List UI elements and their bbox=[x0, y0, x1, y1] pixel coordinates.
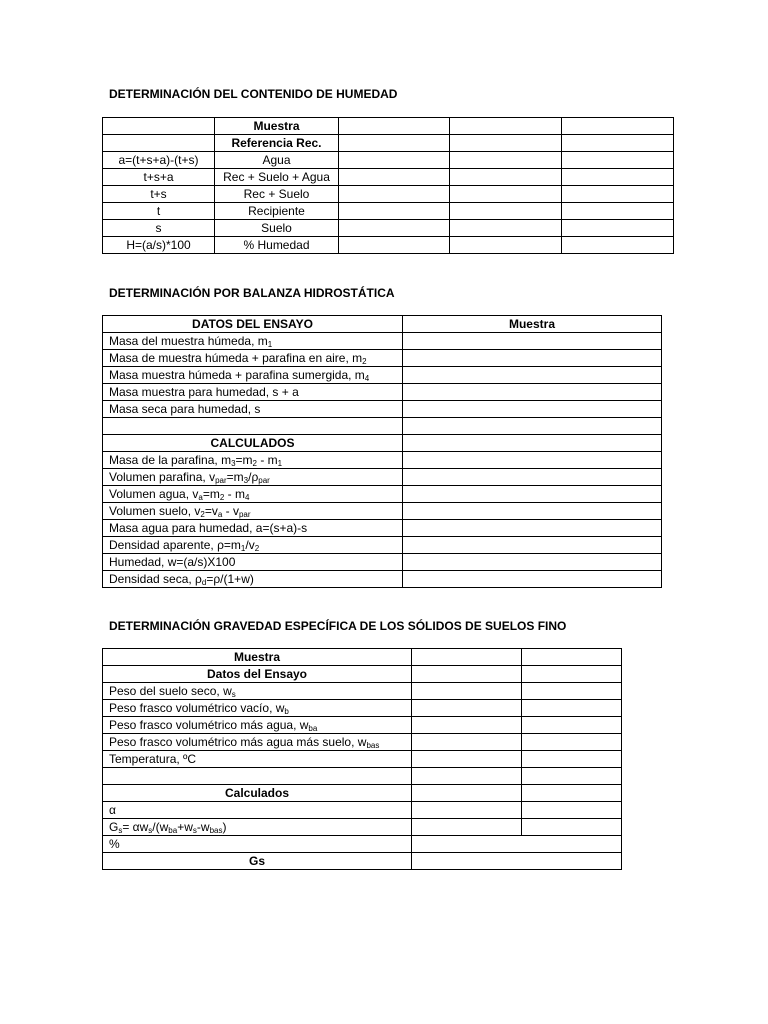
label-cell: Gs bbox=[103, 853, 412, 870]
text-part: -w bbox=[196, 820, 210, 834]
label-cell bbox=[103, 734, 412, 751]
subscript: 2 bbox=[219, 493, 225, 502]
sample-value-cell bbox=[450, 169, 562, 186]
text-part: Peso frasco volumétrico más agua más suelo, w bbox=[109, 735, 367, 749]
calc-label-cell bbox=[103, 503, 403, 520]
sample-value-cell bbox=[412, 802, 522, 819]
merged-value-cell bbox=[412, 853, 622, 870]
text-part: Masa del muestra húmeda, m bbox=[109, 334, 268, 348]
sample-value-cell bbox=[403, 503, 662, 520]
table-row bbox=[103, 751, 622, 768]
text-part: Volumen parafina, v bbox=[109, 470, 216, 484]
text-part: Temperatura, ºC bbox=[109, 752, 197, 766]
sample-value-cell bbox=[412, 683, 522, 700]
sample-value-cell bbox=[412, 751, 522, 768]
table-row bbox=[103, 203, 674, 220]
sample-value-cell bbox=[339, 118, 450, 135]
sample-value-cell bbox=[522, 666, 622, 683]
text-part: Volumen agua, v bbox=[109, 487, 199, 501]
formula-cell bbox=[103, 135, 215, 152]
empty-cell bbox=[103, 418, 403, 435]
text-part: =m bbox=[202, 487, 220, 501]
label-cell bbox=[103, 717, 412, 734]
subscript: par bbox=[238, 510, 251, 519]
sample-value-cell bbox=[522, 768, 622, 785]
sample-value-cell bbox=[339, 169, 450, 186]
table-row bbox=[103, 237, 674, 254]
text-part: +w bbox=[177, 820, 193, 834]
text-part: Masa muestra húmeda + parafina sumergida, m bbox=[109, 368, 365, 382]
sample-value-cell bbox=[450, 135, 562, 152]
subscript: 1 bbox=[277, 459, 283, 468]
subscript: s bbox=[118, 826, 123, 835]
label-cell: Rec + Suelo + Agua bbox=[215, 169, 339, 186]
sample-value-cell bbox=[339, 203, 450, 220]
sample-value-cell bbox=[450, 220, 562, 237]
sample-value-cell bbox=[403, 367, 662, 384]
section-title-balanza: DETERMINACIÓN POR BALANZA HIDROSTÁTICA bbox=[109, 286, 395, 300]
label-cell bbox=[103, 751, 412, 768]
table-row bbox=[103, 169, 674, 186]
subscript: 4 bbox=[364, 374, 370, 383]
formula-cell bbox=[103, 118, 215, 135]
table-row bbox=[103, 118, 674, 135]
formula-cell: H=(a/s)*100 bbox=[103, 237, 215, 254]
sample-value-cell bbox=[522, 785, 622, 802]
calc-label-cell bbox=[103, 520, 403, 537]
merged-value-cell bbox=[412, 836, 622, 853]
gravedad-table bbox=[102, 648, 622, 870]
text-part: Masa de muestra húmeda + parafina en aire, m bbox=[109, 351, 363, 365]
formula-cell: t+s+a bbox=[103, 169, 215, 186]
text-part: Masa agua para humedad, a=(s+a)-s bbox=[109, 521, 308, 535]
sample-value-cell bbox=[339, 220, 450, 237]
subscript: 2 bbox=[200, 510, 205, 519]
text-part: Peso del suelo seco, w bbox=[109, 684, 232, 698]
table-row bbox=[103, 384, 662, 401]
data-label-cell bbox=[103, 367, 403, 384]
label-cell: Rec + Suelo bbox=[215, 186, 339, 203]
label-cell bbox=[103, 768, 412, 785]
subscript: s bbox=[148, 826, 153, 835]
header-datos: DATOS DEL ENSAYO bbox=[103, 316, 403, 333]
text-part: Masa muestra para humedad, s + a bbox=[109, 385, 299, 399]
sample-value-cell bbox=[562, 118, 674, 135]
text-part: =m bbox=[226, 470, 244, 484]
table-row bbox=[103, 418, 662, 435]
table-row bbox=[103, 520, 662, 537]
text-part: /v bbox=[245, 538, 255, 552]
table-row bbox=[103, 537, 662, 554]
subscript: 1 bbox=[240, 544, 246, 553]
sample-value-cell bbox=[522, 802, 622, 819]
table-row bbox=[103, 683, 622, 700]
table-row bbox=[103, 836, 622, 853]
sample-value-cell bbox=[450, 203, 562, 220]
label-cell: Datos del Ensayo bbox=[103, 666, 412, 683]
label-cell: Recipiente bbox=[215, 203, 339, 220]
label-cell: Muestra bbox=[215, 118, 339, 135]
sample-value-cell bbox=[522, 751, 622, 768]
table-row bbox=[103, 819, 622, 836]
table-row bbox=[103, 135, 674, 152]
formula-cell: a=(t+s+a)-(t+s) bbox=[103, 152, 215, 169]
header-calculados: CALCULADOS bbox=[103, 435, 403, 452]
subscript: a bbox=[198, 493, 203, 502]
sample-value-cell bbox=[412, 666, 522, 683]
table-row bbox=[103, 333, 662, 350]
sample-value-cell bbox=[403, 520, 662, 537]
label-cell: Calculados bbox=[103, 785, 412, 802]
table-row bbox=[103, 367, 662, 384]
calc-label-cell bbox=[103, 452, 403, 469]
label-cell bbox=[103, 700, 412, 717]
humedad-table bbox=[102, 117, 674, 254]
sample-value-cell bbox=[450, 152, 562, 169]
subscript: par bbox=[215, 476, 227, 485]
formula-cell: t bbox=[103, 203, 215, 220]
table-row bbox=[103, 700, 622, 717]
text-part: =ρ/(1+w) bbox=[206, 572, 254, 586]
sample-value-cell bbox=[403, 350, 662, 367]
subscript: 1 bbox=[267, 340, 273, 349]
table-row bbox=[103, 768, 622, 785]
text-part: G bbox=[109, 820, 119, 834]
sample-value-cell bbox=[403, 486, 662, 503]
sample-value-cell bbox=[403, 571, 662, 588]
table-row bbox=[103, 486, 662, 503]
sample-value-cell bbox=[522, 717, 622, 734]
subscript: ba bbox=[308, 724, 318, 733]
balanza-table bbox=[102, 315, 662, 588]
sample-value-cell bbox=[412, 649, 522, 666]
sample-value-cell bbox=[339, 152, 450, 169]
table-row bbox=[103, 220, 674, 237]
table-row bbox=[103, 571, 662, 588]
sample-value-cell bbox=[562, 237, 674, 254]
label-cell: Muestra bbox=[103, 649, 412, 666]
header-muestra: Muestra bbox=[403, 316, 662, 333]
text-part: ) bbox=[222, 820, 227, 834]
calc-label-cell bbox=[103, 469, 403, 486]
sample-value-cell bbox=[403, 537, 662, 554]
sample-value-cell bbox=[562, 169, 674, 186]
label-cell: Suelo bbox=[215, 220, 339, 237]
calc-label-cell bbox=[103, 486, 403, 503]
sample-value-cell bbox=[403, 401, 662, 418]
sample-value-cell bbox=[412, 819, 522, 836]
subscript: 2 bbox=[362, 357, 367, 366]
subscript: 3 bbox=[231, 459, 236, 468]
text-part: Volumen suelo, v bbox=[109, 504, 201, 518]
empty-cell bbox=[403, 435, 662, 452]
sample-value-cell bbox=[403, 469, 662, 486]
sample-value-cell bbox=[403, 554, 662, 571]
sample-value-cell bbox=[412, 785, 522, 802]
table-row bbox=[103, 152, 674, 169]
sample-value-cell bbox=[562, 203, 674, 220]
subscript: 2 bbox=[254, 544, 260, 553]
sample-value-cell bbox=[450, 237, 562, 254]
data-label-cell bbox=[103, 384, 403, 401]
subscript: par bbox=[258, 476, 270, 485]
empty-cell bbox=[403, 418, 662, 435]
text-part: Peso frasco volumétrico vacío, w bbox=[109, 701, 285, 715]
table-row bbox=[103, 554, 662, 571]
subscript: s bbox=[231, 690, 236, 699]
text-part: Densidad seca, ρ bbox=[109, 572, 202, 586]
text-part: /ρ bbox=[248, 470, 259, 484]
label-cell: Agua bbox=[215, 152, 339, 169]
calc-label-cell bbox=[103, 537, 403, 554]
subscript: a bbox=[217, 510, 223, 519]
subscript: bas bbox=[209, 826, 223, 835]
table-row bbox=[103, 785, 622, 802]
table-row bbox=[103, 649, 622, 666]
formula-cell: s bbox=[103, 220, 215, 237]
text-part: Humedad, w=(a/s)X100 bbox=[109, 555, 236, 569]
text-part: /(w bbox=[152, 820, 169, 834]
sample-value-cell bbox=[412, 734, 522, 751]
table-row bbox=[103, 503, 662, 520]
sample-value-cell bbox=[522, 700, 622, 717]
sample-value-cell bbox=[562, 220, 674, 237]
calc-label-cell bbox=[103, 554, 403, 571]
table-row bbox=[103, 717, 622, 734]
text-part: Densidad aparente, ρ=m bbox=[109, 538, 241, 552]
table-row bbox=[103, 401, 662, 418]
sample-value-cell bbox=[522, 683, 622, 700]
sample-value-cell bbox=[339, 237, 450, 254]
sample-value-cell bbox=[403, 384, 662, 401]
sample-value-cell bbox=[412, 700, 522, 717]
label-cell: % bbox=[103, 836, 412, 853]
sample-value-cell bbox=[403, 452, 662, 469]
subscript: bas bbox=[366, 741, 380, 750]
sample-value-cell bbox=[522, 649, 622, 666]
section-title-gravedad: DETERMINACIÓN GRAVEDAD ESPECÍFICA DE LOS SÓLIDOS DE SUELOS FINO bbox=[109, 619, 567, 633]
sample-value-cell bbox=[339, 186, 450, 203]
calc-label-cell bbox=[103, 571, 403, 588]
table-row bbox=[103, 853, 622, 870]
table-row bbox=[103, 802, 622, 819]
label-cell: Referencia Rec. bbox=[215, 135, 339, 152]
label-cell bbox=[103, 819, 412, 836]
formula-cell: t+s bbox=[103, 186, 215, 203]
subscript: 2 bbox=[252, 459, 257, 468]
sample-value-cell bbox=[522, 734, 622, 751]
subscript: s bbox=[192, 826, 197, 835]
sample-value-cell bbox=[562, 135, 674, 152]
table-row bbox=[103, 452, 662, 469]
table-row bbox=[103, 666, 622, 683]
text-part: = αw bbox=[122, 820, 149, 834]
data-label-cell bbox=[103, 333, 403, 350]
subscript: b bbox=[284, 707, 289, 716]
text-part: - v bbox=[222, 504, 239, 518]
section-title-humedad: DETERMINACIÓN DEL CONTENIDO DE HUMEDAD bbox=[109, 87, 398, 101]
sample-value-cell bbox=[412, 717, 522, 734]
text-part: Peso frasco volumétrico más agua, w bbox=[109, 718, 309, 732]
label-cell: α bbox=[103, 802, 412, 819]
table-row bbox=[103, 350, 662, 367]
label-cell bbox=[103, 683, 412, 700]
table-row bbox=[103, 734, 622, 751]
sample-value-cell bbox=[562, 186, 674, 203]
sample-value-cell bbox=[339, 135, 450, 152]
sample-value-cell bbox=[562, 152, 674, 169]
subscript: 4 bbox=[245, 493, 250, 502]
subscript: ba bbox=[168, 826, 178, 835]
sample-value-cell bbox=[450, 118, 562, 135]
label-cell: % Humedad bbox=[215, 237, 339, 254]
text-part: Masa seca para humedad, s bbox=[109, 402, 261, 416]
table-header-row bbox=[103, 316, 662, 333]
text-part: =m bbox=[235, 453, 253, 467]
table-row bbox=[103, 469, 662, 486]
text-part: - m bbox=[224, 487, 245, 501]
text-part: =v bbox=[204, 504, 218, 518]
data-label-cell bbox=[103, 350, 403, 367]
sample-value-cell bbox=[412, 768, 522, 785]
table-header-row bbox=[103, 435, 662, 452]
data-label-cell bbox=[103, 401, 403, 418]
sample-value-cell bbox=[522, 819, 622, 836]
sample-value-cell bbox=[403, 333, 662, 350]
subscript: d bbox=[201, 578, 207, 587]
table-row bbox=[103, 186, 674, 203]
sample-value-cell bbox=[450, 186, 562, 203]
subscript: 3 bbox=[243, 476, 249, 485]
text-part: - m bbox=[256, 453, 278, 467]
text-part: Masa de la parafina, m bbox=[109, 453, 232, 467]
